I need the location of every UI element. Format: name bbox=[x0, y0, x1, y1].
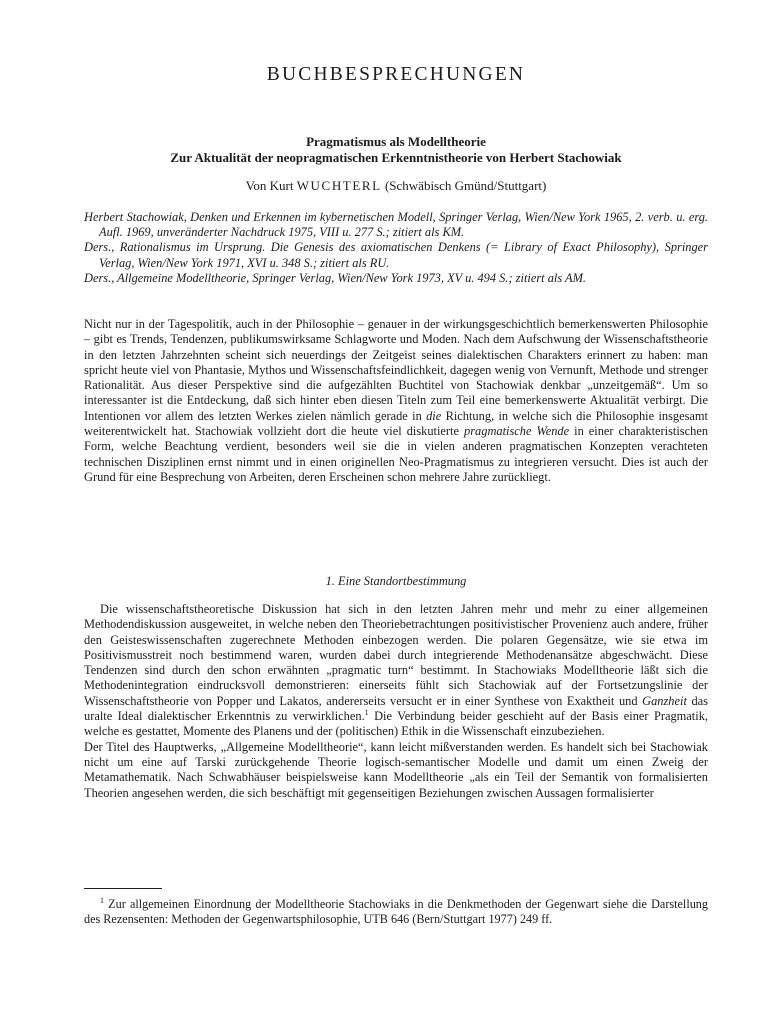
intro-text-part-2: Richtung, in welche sich die Philosophie insgesamt weiterentwickelt hat. Stachowiak vollzieht dort die heute viel diskutierte bbox=[84, 408, 709, 439]
reviewed-book-ru: Ders., Rationalismus im Ursprung. Die Genesis des axiomatischen Denkens (= Library of Exact Philosophy), Springer Verlag, Wien/New York 1971, XVI u. 348 S.; zitiert als RU. bbox=[84, 240, 708, 270]
intro-text bbox=[84, 317, 708, 485]
section-1-heading: 1. Eine Standortbestimmung bbox=[325, 574, 467, 588]
article-title bbox=[84, 134, 708, 166]
reviewed-book-km: Herbert Stachowiak, Denken und Erkennen im kybernetischen Modell, Springer Verlag, Wien/New York 1965, 2. verb. u. erg. Aufl. 1969, unveränderter Nachdruck 1975, VIII u. 277 S.; zitiert als KM. bbox=[84, 210, 708, 240]
footnote-divider bbox=[84, 888, 162, 889]
section-1-p1-part-1: Die wissenschaftstheoretische Diskussion hat sich in den letzten Jahren mehr und mehr zu einer allgemeinen Methodendiskussion ausgeweitet, in welche neben den Theoriebetrachtungen positivistischer Provenienz auch andere, früher den Geisteswissenschaften zugerechnete Methoden einbezogen werden. Die polaren Gegensätze, wie sie etwa im Positivismusstreit noch bestimmend waren, wurden dabei durch integrierende Methodenansätze abgeschwächt. Diese Tendenzen sind durch den schon erwähnten „pragmatic turn“ bestimmt. In Stachowiaks Modelltheorie läßt sich die Methodenintegration eindrucksvoll demonstrieren: einerseits fühlt sich Stachowiak auf der Fortsetzungslinie der Wissenschaftstheorie von Popper und Lakatos, andererseits versucht er in einer Synthese von Exaktheit und bbox=[84, 602, 708, 708]
reviewed-books-list bbox=[84, 210, 708, 286]
footnote-text: Zur allgemeinen Einordnung der Modelltheorie Stachowiaks in die Denkmethoden der Gegenwart siehe die Darstellung des Rezensenten: Methoden der Gegenwartsphilosophie, UTB 646 (Bern/Stuttgart 1977) 249 ff. bbox=[84, 897, 708, 927]
section-1-emphasis-ganzheit: Ganzheit bbox=[642, 693, 687, 708]
byline-prefix: Von Kurt bbox=[245, 178, 294, 193]
section-1-body bbox=[84, 602, 708, 801]
section-1-p1-part-2: das uralte Ideal dialektischer Erkenntnis zu verwirklichen. bbox=[84, 693, 708, 724]
reviewed-book-am: Ders., Allgemeine Modelltheorie, Springer Verlag, Wien/New York 1973, XV u. 494 S.; zitiert als AM. bbox=[84, 270, 587, 285]
article-title-line-1: Pragmatismus als Modelltheorie bbox=[306, 134, 486, 149]
intro-emphasis-die: die bbox=[426, 408, 442, 423]
section-heading: BUCHBESPRECHUNGEN bbox=[266, 64, 526, 85]
section-1-paragraph-2: Der Titel des Hauptwerks, „Allgemeine Modelltheorie“, kann leicht mißverstanden werden. Es handelt sich bei Stachowiak nicht um eine auf Tarski zurückgehende Theorie logisch-semantischer Modelle und damit um einen Zweig der Metamathematik. Nach Schwabhäuser beispielsweise kann Modelltheorie „als ein Teil der Semantik von formalisierten Theorien angesehen werden, die sich beschäftigt mit gegenseitigen Beziehungen zwischen Aussagen formalisierter bbox=[84, 739, 708, 800]
footnote-1 bbox=[84, 897, 708, 928]
byline bbox=[84, 178, 708, 194]
intro-text-part-1: Nicht nur in der Tagespolitik, auch in der Philosophie – genauer in der wirkungsgeschichtlich bemerkenswerten Philosophie – gibt es Trends, Tendenzen, publikumswirksame Schlagworte und Moden. Nach dem Aufschwung der Wissenschaftstheorie in den letzten Jahrzehnten scheint sich neuerdings der Zeitgeist seines dialektischen Charakters erinnert zu haben: man spricht heute viel von Phantasie, Mythos und Wissenschaftsfeindlichkeit, dagegen wenig von Vernunft, Methode und strenger Rationalität. Aus dieser Perspektive sind die aufgezählten Buchtitel von Stachowiak denkbar „unzeitgemäß“. Um so interessanter ist die Entdeckung, daß sich hinter eben diesen Titeln zum Teil eine bemerkenswerte Aktualität verbirgt. Die Intentionen vor allem des letzten Werkes zielen nämlich gerade in bbox=[84, 317, 708, 423]
section-1-paragraph-1 bbox=[84, 602, 708, 740]
section-1-p1-part-3: Die Verbindung beider geschieht auf der Basis einer Pragmatik, welche es gestattet, Momente des Planens und der (politischen) Ethik in die Wissenschaft einzubeziehen. bbox=[84, 709, 708, 739]
page bbox=[84, 0, 708, 1024]
author-affiliation: (Schwäbisch Gmünd/Stuttgart) bbox=[384, 178, 547, 193]
footnote-reference-1[interactable]: 1 bbox=[364, 707, 369, 717]
intro-paragraph bbox=[84, 317, 708, 485]
intro-emphasis-pragmatische-wende: pragmatische Wende bbox=[464, 424, 570, 439]
article-subtitle: Zur Aktualität der neopragmatischen Erkenntnistheorie von Herbert Stachowiak bbox=[170, 150, 622, 165]
author-name: WUCHTERL bbox=[296, 178, 382, 193]
intro-text-part-3: in einer charakteristischen Form, welche Beachtung verdient, besonders weil sie die in vielen anderen pragmatischen Konzepten verachteten technischen Disziplinen ernst nimmt und in einen originellen Neo-Pragmatismus zu integrieren versucht. Dies ist auch der Grund für eine Besprechung von Arbeiten, deren Erscheinen schon mehrere Jahre zurückliegt. bbox=[84, 424, 709, 484]
footnote-number: 1 bbox=[100, 895, 104, 905]
